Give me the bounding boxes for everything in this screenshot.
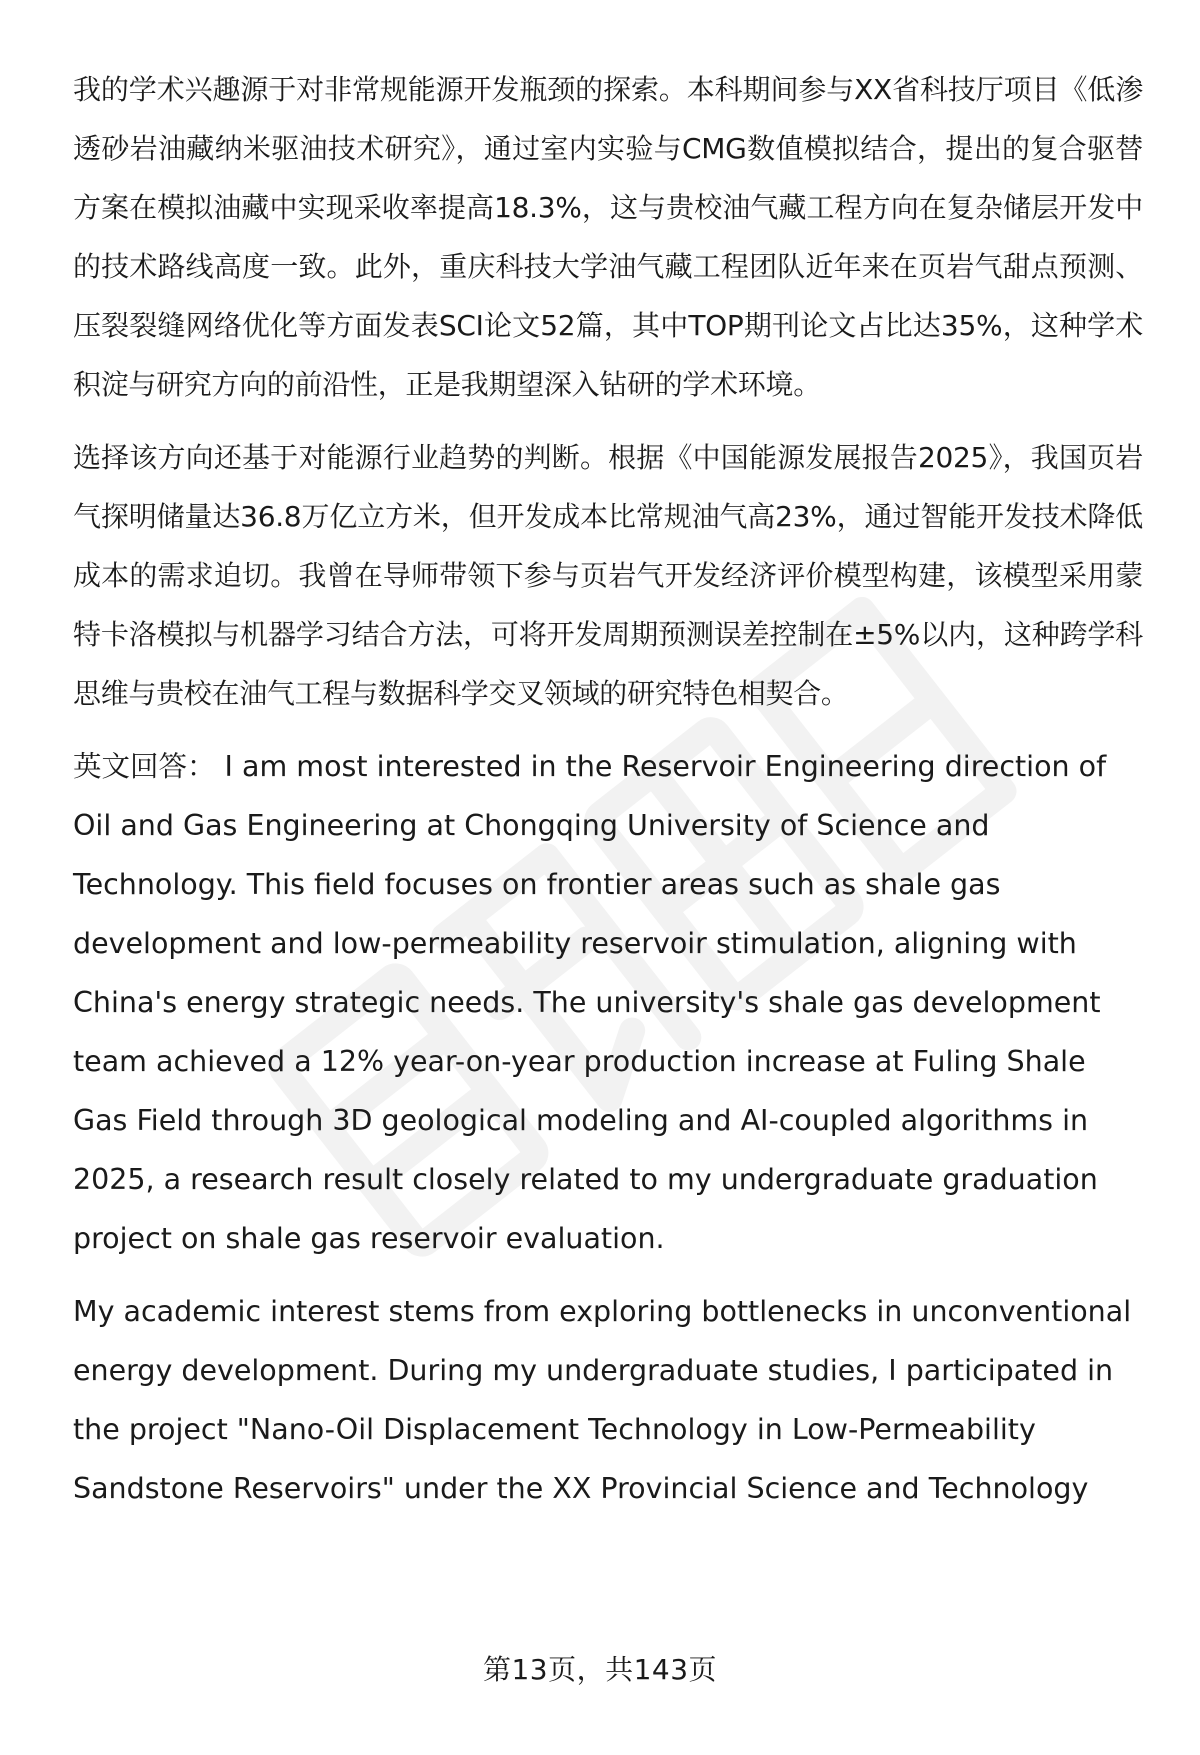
page-number: 第13页，共143页 xyxy=(482,1653,718,1686)
paragraph-english-answer: 英文回答： I am most interested in the Reservoir Engineering direction of Oil and Gas Engineering at Chongqing University of Science and Technology. This field focuses on frontier areas such as shale gas development and low-permeability reservoir stimulation, aligning with China's energy strategic needs. The university's shale gas development team achieved a 12% year-on-year production increase at Fuling Shale Gas Field through 3D geological modeling and AI-coupled algorithms in 2025, a research result closely related to my undergraduate graduation project on shale gas reservoir evaluation. xyxy=(73,750,1107,1255)
document-body xyxy=(73,60,1143,1518)
paragraph-gap xyxy=(73,1268,1143,1282)
paragraph-academic-interest-en: My academic interest stems from exploring bottlenecks in unconventional energy development. During my undergraduate studies, I participated in the project "Nano-Oil Displacement Technology in Low-Permeability Sandstone Reservoirs" under the XX Provincial Science and Technology xyxy=(73,1295,1132,1505)
paragraph-gap xyxy=(73,723,1143,737)
paragraph-academic-interest-zh: 我的学术兴趣源于对非常规能源开发瓶颈的探索。本科期间参与XX省科技厅项目《低渗透砂岩油藏纳米驱油技术研究》，通过室内实验与CMG数值模拟结合，提出的复合驱替方案在模拟油藏中实现采收率提高18.3%，这与贵校油气藏工程方向在复杂储层开发中的技术路线高度一致。此外，重庆科技大学油气藏工程团队近年来在页岩气甜点预测、压裂裂缝网络优化等方面发表SCI论文52篇，其中TOP期刊论文占比达35%，这种学术积淀与研究方向的前沿性，正是我期望深入钻研的学术环境。 xyxy=(73,73,1143,401)
paragraph-gap xyxy=(73,414,1143,428)
paragraph-industry-trend-zh: 选择该方向还基于对能源行业趋势的判断。根据《中国能源发展报告2025》，我国页岩气探明储量达36.8万亿立方米，但开发成本比常规油气高23%，通过智能开发技术降低成本的需求迫切。我曾在导师带领下参与页岩气开发经济评价模型构建，该模型采用蒙特卡洛模拟与机器学习结合方法，可将开发周期预测误差控制在±5%以内，这种跨学科思维与贵校在油气工程与数据科学交叉领域的研究特色相契合。 xyxy=(73,441,1143,710)
